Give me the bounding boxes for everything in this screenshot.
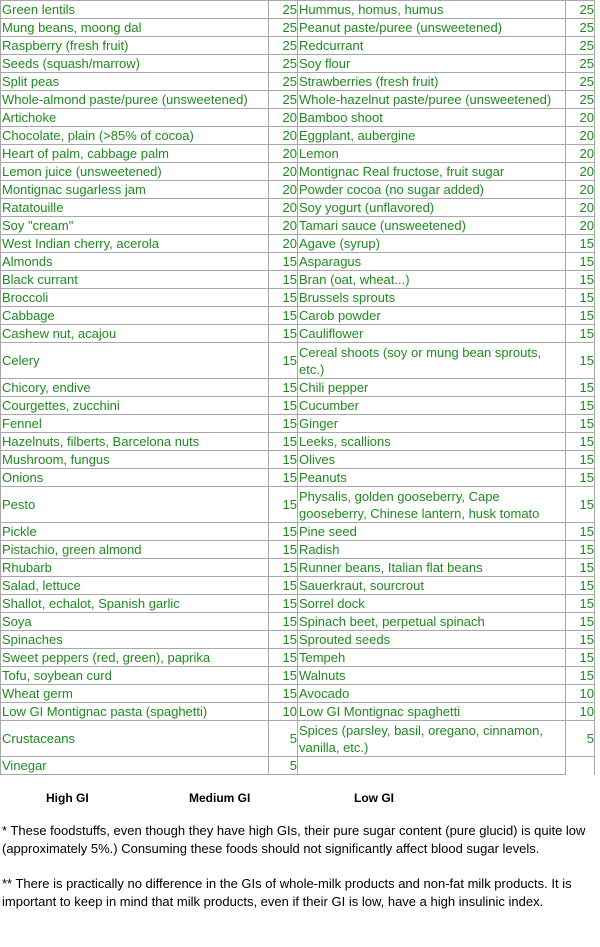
gi-value-cell: 15	[566, 487, 595, 523]
table-row	[1, 541, 595, 559]
gi-value-cell: 20	[566, 199, 595, 217]
gi-value-cell	[566, 757, 595, 775]
legend-medium-gi: Medium GI	[189, 791, 251, 805]
gi-value-cell: 15	[269, 253, 298, 271]
food-name-cell: Sorrel dock	[298, 595, 566, 613]
gi-value-cell: 15	[269, 613, 298, 631]
gi-value-cell: 25	[269, 37, 298, 55]
food-name-cell: Walnuts	[298, 667, 566, 685]
food-name-cell: West Indian cherry, acerola	[1, 235, 269, 253]
gi-value-cell: 20	[269, 109, 298, 127]
gi-value-cell: 15	[566, 397, 595, 415]
table-row	[1, 253, 595, 271]
food-name-cell: Wheat germ	[1, 685, 269, 703]
gi-value-cell: 15	[269, 649, 298, 667]
gi-value-cell: 15	[566, 415, 595, 433]
gi-value-cell: 10	[566, 685, 595, 703]
gi-value-cell: 15	[269, 559, 298, 577]
food-name-cell: Mung beans, moong dal	[1, 19, 269, 37]
table-row	[1, 199, 595, 217]
gi-value-cell: 5	[566, 721, 595, 757]
food-name-cell: Peanuts	[298, 469, 566, 487]
gi-value-cell: 5	[269, 721, 298, 757]
table-row	[1, 397, 595, 415]
gi-value-cell: 15	[566, 667, 595, 685]
food-name-cell: Whole-hazelnut paste/puree (unsweetened)	[298, 91, 566, 109]
food-name-cell: Artichoke	[1, 109, 269, 127]
food-name-cell: Olives	[298, 451, 566, 469]
food-name-cell: Lemon juice (unsweetened)	[1, 163, 269, 181]
gi-value-cell: 15	[269, 487, 298, 523]
gi-value-cell: 10	[566, 703, 595, 721]
gi-value-cell: 15	[566, 235, 595, 253]
gi-value-cell: 25	[269, 1, 298, 19]
food-name-cell	[298, 757, 566, 775]
gi-value-cell: 20	[566, 109, 595, 127]
gi-value-cell: 15	[566, 577, 595, 595]
gi-value-cell: 25	[566, 55, 595, 73]
table-row	[1, 235, 595, 253]
food-name-cell: Radish	[298, 541, 566, 559]
table-row	[1, 757, 595, 775]
gi-value-cell: 15	[566, 559, 595, 577]
food-name-cell: Seeds (squash/marrow)	[1, 55, 269, 73]
table-row	[1, 667, 595, 685]
table-row	[1, 127, 595, 145]
gi-value-cell: 15	[269, 397, 298, 415]
gi-value-cell: 20	[269, 235, 298, 253]
gi-value-cell: 15	[566, 649, 595, 667]
table-row	[1, 1, 595, 19]
gi-value-cell: 20	[566, 181, 595, 199]
food-name-cell: Bran (oat, wheat...)	[298, 271, 566, 289]
food-name-cell: Pesto	[1, 487, 269, 523]
food-name-cell: Rhubarb	[1, 559, 269, 577]
gi-value-cell: 20	[269, 217, 298, 235]
food-name-cell: Crustaceans	[1, 721, 269, 757]
gi-value-cell: 15	[269, 577, 298, 595]
food-name-cell: Tofu, soybean curd	[1, 667, 269, 685]
table-row	[1, 559, 595, 577]
table-row	[1, 523, 595, 541]
food-name-cell: Carob powder	[298, 307, 566, 325]
food-name-cell: Eggplant, aubergine	[298, 127, 566, 145]
gi-value-cell: 15	[269, 451, 298, 469]
food-name-cell: Pickle	[1, 523, 269, 541]
food-name-cell: Soy flour	[298, 55, 566, 73]
food-name-cell: Chicory, endive	[1, 379, 269, 397]
food-name-cell: Strawberries (fresh fruit)	[298, 73, 566, 91]
gi-value-cell: 15	[566, 289, 595, 307]
gi-value-cell: 15	[566, 595, 595, 613]
food-name-cell: Sprouted seeds	[298, 631, 566, 649]
gi-value-cell: 15	[566, 451, 595, 469]
table-row	[1, 433, 595, 451]
food-name-cell: Celery	[1, 343, 269, 379]
table-row	[1, 685, 595, 703]
table-row	[1, 703, 595, 721]
table-row	[1, 217, 595, 235]
gi-value-cell: 15	[269, 667, 298, 685]
gi-value-cell: 15	[566, 523, 595, 541]
gi-value-cell: 15	[566, 631, 595, 649]
food-name-cell: Green lentils	[1, 1, 269, 19]
food-name-cell: Cabbage	[1, 307, 269, 325]
gi-value-cell: 20	[269, 145, 298, 163]
gi-value-cell: 15	[269, 433, 298, 451]
gi-value-cell: 20	[269, 127, 298, 145]
food-name-cell: Ginger	[298, 415, 566, 433]
food-name-cell: Agave (syrup)	[298, 235, 566, 253]
gi-value-cell: 20	[566, 163, 595, 181]
food-name-cell: Low GI Montignac spaghetti	[298, 703, 566, 721]
food-name-cell: Cucumber	[298, 397, 566, 415]
gi-value-cell: 15	[269, 595, 298, 613]
table-row	[1, 379, 595, 397]
gi-value-cell: 10	[269, 703, 298, 721]
gi-value-cell: 20	[566, 127, 595, 145]
food-name-cell: Chocolate, plain (>85% of cocoa)	[1, 127, 269, 145]
gi-value-cell: 15	[269, 307, 298, 325]
food-name-cell: Cereal shoots (soy or mung bean sprouts, etc.)	[298, 343, 566, 379]
food-name-cell: Ratatouille	[1, 199, 269, 217]
table-row	[1, 325, 595, 343]
food-name-cell: Runner beans, Italian flat beans	[298, 559, 566, 577]
gi-value-cell: 5	[269, 757, 298, 775]
food-name-cell: Spinach beet, perpetual spinach	[298, 613, 566, 631]
food-name-cell: Onions	[1, 469, 269, 487]
gi-value-cell: 20	[566, 145, 595, 163]
food-name-cell: Raspberry (fresh fruit)	[1, 37, 269, 55]
gi-table-body	[1, 1, 595, 775]
gi-value-cell: 15	[566, 613, 595, 631]
food-name-cell: Almonds	[1, 253, 269, 271]
legend-low-gi: Low GI	[354, 791, 394, 805]
gi-value-cell: 20	[566, 217, 595, 235]
food-name-cell: Bamboo shoot	[298, 109, 566, 127]
table-row	[1, 577, 595, 595]
food-name-cell: Spinaches	[1, 631, 269, 649]
food-name-cell: Black currant	[1, 271, 269, 289]
gi-value-cell: 15	[566, 469, 595, 487]
gi-value-cell: 15	[269, 415, 298, 433]
table-row	[1, 37, 595, 55]
food-name-cell: Leeks, scallions	[298, 433, 566, 451]
food-name-cell: Split peas	[1, 73, 269, 91]
food-name-cell: Cauliflower	[298, 325, 566, 343]
table-row	[1, 343, 595, 379]
gi-value-cell: 15	[566, 343, 595, 379]
food-name-cell: Broccoli	[1, 289, 269, 307]
food-name-cell: Powder cocoa (no sugar added)	[298, 181, 566, 199]
gi-value-cell: 25	[566, 19, 595, 37]
legend-high-gi: High GI	[46, 791, 89, 805]
table-row	[1, 469, 595, 487]
table-row	[1, 163, 595, 181]
gi-value-cell: 15	[269, 469, 298, 487]
gi-value-cell: 25	[269, 73, 298, 91]
food-name-cell: Sweet peppers (red, green), paprika	[1, 649, 269, 667]
table-row	[1, 631, 595, 649]
footnote-milk-products: ** There is practically no difference in the GIs of whole-milk products and non-fat milk products. It is important to keep in mind that milk products, even if their GI is low, have a high insulinic index.	[2, 876, 572, 909]
gi-value-cell: 15	[269, 343, 298, 379]
table-row	[1, 109, 595, 127]
food-name-cell: Vinegar	[1, 757, 269, 775]
food-name-cell: Spices (parsley, basil, oregano, cinnamon, vanilla, etc.)	[298, 721, 566, 757]
food-name-cell: Soy "cream"	[1, 217, 269, 235]
food-name-cell: Cashew nut, acajou	[1, 325, 269, 343]
gi-value-cell: 15	[269, 271, 298, 289]
table-row	[1, 73, 595, 91]
gi-value-cell: 15	[269, 379, 298, 397]
gi-value-cell: 15	[269, 523, 298, 541]
table-row	[1, 721, 595, 757]
food-name-cell: Courgettes, zucchini	[1, 397, 269, 415]
table-row	[1, 181, 595, 199]
gi-value-cell: 15	[269, 541, 298, 559]
food-name-cell: Montignac Real fructose, fruit sugar	[298, 163, 566, 181]
food-name-cell: Pine seed	[298, 523, 566, 541]
food-name-cell: Brussels sprouts	[298, 289, 566, 307]
food-name-cell: Pistachio, green almond	[1, 541, 269, 559]
gi-legend	[0, 791, 600, 809]
table-row	[1, 145, 595, 163]
footnote-high-gi: * These foodstuffs, even though they have high GIs, their pure sugar content (pure glucid) is quite low (approximately 5%.) Consuming these foods should not significantly affect blood sugar levels.	[2, 823, 586, 856]
table-row	[1, 19, 595, 37]
food-name-cell: Lemon	[298, 145, 566, 163]
food-name-cell: Montignac sugarless jam	[1, 181, 269, 199]
gi-value-cell: 15	[269, 631, 298, 649]
gi-value-cell: 25	[566, 1, 595, 19]
gi-value-cell: 20	[269, 163, 298, 181]
gi-value-cell: 25	[269, 91, 298, 109]
gi-value-cell: 25	[269, 19, 298, 37]
table-row	[1, 289, 595, 307]
food-name-cell: Peanut paste/puree (unsweetened)	[298, 19, 566, 37]
food-name-cell: Physalis, golden gooseberry, Cape gooseberry, Chinese lantern, husk tomato	[298, 487, 566, 523]
gi-value-cell: 25	[566, 37, 595, 55]
food-name-cell: Tempeh	[298, 649, 566, 667]
gi-value-cell: 25	[566, 73, 595, 91]
food-name-cell: Salad, lettuce	[1, 577, 269, 595]
gi-value-cell: 15	[566, 541, 595, 559]
gi-value-cell: 15	[566, 433, 595, 451]
gi-value-cell: 20	[269, 181, 298, 199]
food-name-cell: Heart of palm, cabbage palm	[1, 145, 269, 163]
food-name-cell: Tamari sauce (unsweetened)	[298, 217, 566, 235]
food-name-cell: Fennel	[1, 415, 269, 433]
food-name-cell: Redcurrant	[298, 37, 566, 55]
gi-value-cell: 15	[566, 271, 595, 289]
gi-value-cell: 25	[566, 91, 595, 109]
table-row	[1, 307, 595, 325]
food-name-cell: Chili pepper	[298, 379, 566, 397]
food-name-cell: Soya	[1, 613, 269, 631]
gi-value-cell: 15	[566, 379, 595, 397]
table-row	[1, 271, 595, 289]
table-row	[1, 55, 595, 73]
gi-value-cell: 20	[269, 199, 298, 217]
table-row	[1, 649, 595, 667]
gi-value-cell: 15	[566, 307, 595, 325]
table-row	[1, 91, 595, 109]
food-name-cell: Low GI Montignac pasta (spaghetti)	[1, 703, 269, 721]
table-row	[1, 451, 595, 469]
food-name-cell: Whole-almond paste/puree (unsweetened)	[1, 91, 269, 109]
food-name-cell: Hummus, homus, humus	[298, 1, 566, 19]
gi-value-cell: 15	[269, 325, 298, 343]
table-row	[1, 613, 595, 631]
gi-value-cell: 15	[566, 253, 595, 271]
food-name-cell: Sauerkraut, sourcrout	[298, 577, 566, 595]
food-name-cell: Asparagus	[298, 253, 566, 271]
table-row	[1, 487, 595, 523]
gi-value-cell: 15	[269, 685, 298, 703]
food-name-cell: Mushroom, fungus	[1, 451, 269, 469]
gi-value-cell: 15	[269, 289, 298, 307]
gi-value-cell: 15	[566, 325, 595, 343]
food-name-cell: Soy yogurt (unflavored)	[298, 199, 566, 217]
gi-value-cell: 25	[269, 55, 298, 73]
food-name-cell: Shallot, echalot, Spanish garlic	[1, 595, 269, 613]
table-row	[1, 595, 595, 613]
food-name-cell: Hazelnuts, filberts, Barcelona nuts	[1, 433, 269, 451]
food-name-cell: Avocado	[298, 685, 566, 703]
table-row	[1, 415, 595, 433]
